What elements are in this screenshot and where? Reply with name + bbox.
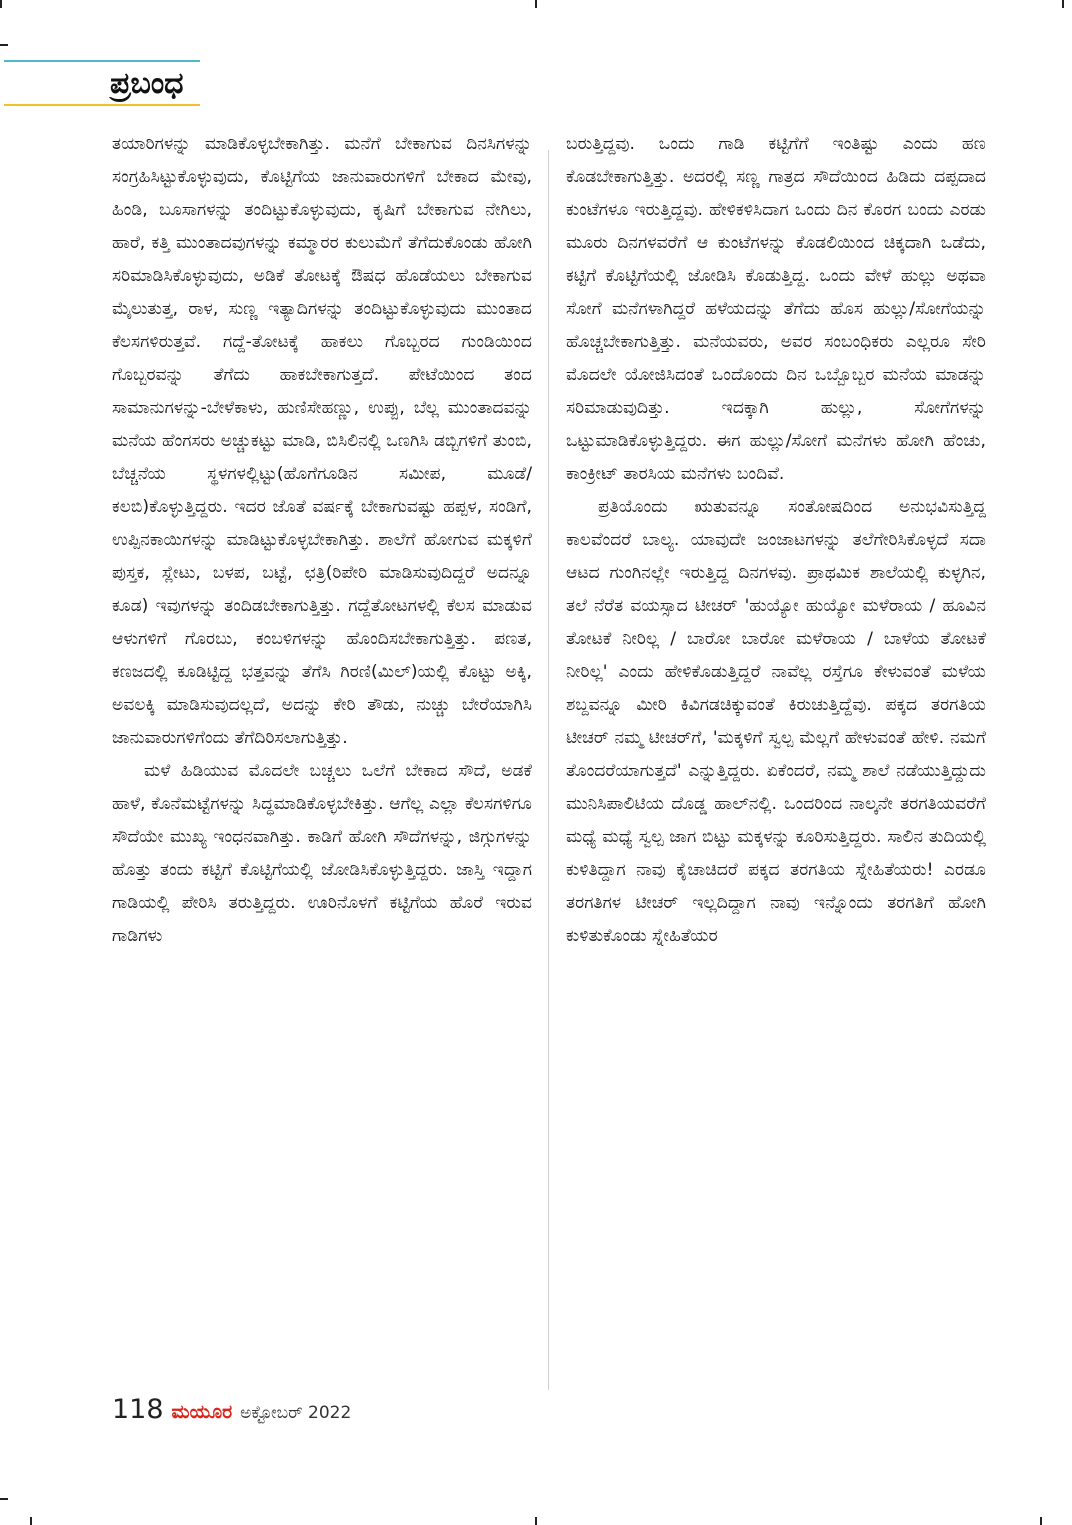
paragraph: ಬರುತ್ತಿದ್ದವು. ಒಂದು ಗಾಡಿ ಕಟ್ಟಿಗೆಗೆ ಇಂತಿಷ್ಟು ಎಂದು ಹಣ ಕೊಡಬೇಕಾಗುತ್ತಿತ್ತು. ಅದರಲ್ಲಿ ಸಣ್ಣ ಗಾತ್ರದ ಸೌದೆಯಿಂದ ಹಿಡಿದು ದಪ್ಪದಾದ ಕುಂಟೆಗಳೂ ಇರುತ್ತಿದ್ದವು. ಹೇಳಿಕಳಿಸಿದಾಗ ಒಂದು ದಿನ ಕೊರಗ ಬಂದು ಎರಡು ಮೂರು ದಿನಗಳವರೆಗೆ ಆ ಕುಂಟೆಗಳನ್ನು ಕೊಡಲಿಯಿಂದ ಚಿಕ್ಕದಾಗಿ ಒಡೆದು, ಕಟ್ಟಿಗೆ ಕೊಟ್ಟಿಗೆಯಲ್ಲಿ ಜೋಡಿಸಿ ಕೊಡುತ್ತಿದ್ದ. ಒಂದು ವೇಳೆ ಹುಲ್ಲು ಅಥವಾ ಸೋಗೆ ಮನೆಗಳಾಗಿದ್ದರೆ ಹಳೆಯದನ್ನು ತೆಗೆದು ಹೊಸ ಹುಲ್ಲು/ಸೋಗೆಯನ್ನು ಹೊಚ್ಚಬೇಕಾಗುತ್ತಿತ್ತು. ಮನೆಯವರು, ಅವರ ಸಂಬಂಧಿಕರು ಎಲ್ಲರೂ ಸೇರಿ ಮೊದಲೇ ಯೋಜಿಸಿದಂತೆ ಒಂದೊಂದು ದಿನ ಒಬ್ಬೊಬ್ಬರ ಮನೆಯ ಮಾಡನ್ನು ಸರಿಮಾಡುವುದಿತ್ತು. ಇದಕ್ಕಾಗಿ ಹುಲ್ಲು, ಸೋಗೆಗಳನ್ನು ಒಟ್ಟುಮಾಡಿಕೊಳ್ಳುತ್ತಿದ್ದರು. ಈಗ ಹುಲ್ಲು/ಸೋಗೆ ಮನೆಗಳು ಹೋಗಿ ಹೆಂಚು, ಕಾಂಕ್ರೀಟ್ ತಾರಸಿಯ ಮನೆಗಳು ಬಂದಿವೆ.	[566, 134, 986, 484]
crop-mark-top-left-h	[0, 44, 8, 46]
crop-mark-top-right	[1062, 0, 1064, 8]
paragraph: ಪ್ರತಿಯೊಂದು ಋತುವನ್ನೂ ಸಂತೋಷದಿಂದ ಅನುಭವಿಸುತ್ತಿದ್ದ ಕಾಲವೆಂದರೆ ಬಾಲ್ಯ. ಯಾವುದೇ ಜಂಜಾಟಗಳನ್ನು ತಲೆಗೇರಿಸಿಕೊಳ್ಳದೆ ಸದಾ ಆಟದ ಗುಂಗಿನಲ್ಲೇ ಇರುತ್ತಿದ್ದ ದಿನಗಳವು. ಪ್ರಾಥಮಿಕ ಶಾಲೆಯಲ್ಲಿ ಕುಳ್ಳಗಿನ, ತಲೆ ನೆರೆತ ವಯಸ್ಸಾದ ಟೀಚರ್ 'ಹುಯ್ಯೋ ಹುಯ್ಯೋ ಮಳೆರಾಯ / ಹೂವಿನ ತೋಟಕೆ ನೀರಿಲ್ಲ / ಬಾರೋ ಬಾರೋ ಮಳೆರಾಯ / ಬಾಳೆಯ ತೋಟಕೆ ನೀರಿಲ್ಲ' ಎಂದು ಹೇಳಿಕೊಡುತ್ತಿದ್ದರೆ ನಾವೆಲ್ಲ ರಸ್ತೆಗೂ ಕೇಳುವಂತೆ ಮಳೆಯ ಶಬ್ದವನ್ನೂ ಮೀರಿ ಕಿವಿಗಡಚಿಕ್ಕುವಂತೆ ಕಿರುಚುತ್ತಿದ್ದೆವು. ಪಕ್ಕದ ತರಗತಿಯ ಟೀಚರ್ ನಮ್ಮ ಟೀಚರ್‌ಗೆ, 'ಮಕ್ಕಳಿಗೆ ಸ್ವಲ್ಪ ಮೆಲ್ಲಗೆ ಹೇಳುವಂತೆ ಹೇಳಿ. ನಮಗೆ ತೊಂದರೆಯಾಗುತ್ತದೆ' ಎನ್ನುತ್ತಿದ್ದರು. ಏಕೆಂದರೆ, ನಮ್ಮ ಶಾಲೆ ನಡೆಯುತ್ತಿದ್ದುದು ಮುನಿಸಿಪಾಲಿಟಿಯ ದೊಡ್ಡ ಹಾಲ್‌ನಲ್ಲಿ. ಒಂದರಿಂದ ನಾಲ್ಕನೇ ತರಗತಿಯವರೆಗೆ ಮಧ್ಯೆ ಮಧ್ಯೆ ಸ್ವಲ್ಪ ಜಾಗ ಬಿಟ್ಟು ಮಕ್ಕಳನ್ನು ಕೂರಿಸುತ್ತಿದ್ದರು. ಸಾಲಿನ ತುದಿಯಲ್ಲಿ ಕುಳಿತಿದ್ದಾಗ ನಾವು ಕೈಚಾಚಿದರೆ ಪಕ್ಕದ ತರಗತಿಯ ಸ್ನೇಹಿತೆಯರು! ಎರಡೂ ತರಗತಿಗಳ ಟೀಚರ್ ಇಲ್ಲದಿದ್ದಾಗ ನಾವು ಇನ್ನೊಂದು ತರಗತಿಗೆ ಹೋಗಿ ಕುಳಿತುಕೊಂಡು ಸ್ನೇಹಿತೆಯರ	[566, 497, 986, 946]
paragraph: ತಯಾರಿಗಳನ್ನು ಮಾಡಿಕೊಳ್ಳಬೇಕಾಗಿತ್ತು. ಮನೆಗೆ ಬೇಕಾಗುವ ದಿನಸಿಗಳನ್ನು ಸಂಗ್ರಹಿಸಿಟ್ಟುಕೊಳ್ಳುವುದು, ಕೊಟ್ಟಿಗೆಯ ಜಾನುವಾರುಗಳಿಗೆ ಬೇಕಾದ ಮೇವು, ಹಿಂಡಿ, ಬೂಸಾಗಳನ್ನು ತಂದಿಟ್ಟುಕೊಳ್ಳುವುದು, ಕೃಷಿಗೆ ಬೇಕಾಗುವ ನೇಗಿಲು, ಹಾರೆ, ಕತ್ತಿ ಮುಂತಾದವುಗಳನ್ನು ಕಮ್ಮಾರರ ಕುಲುಮೆಗೆ ತೆಗೆದುಕೊಂಡು ಹೋಗಿ ಸರಿಮಾಡಿಸಿಕೊಳ್ಳುವುದು, ಅಡಿಕೆ ತೋಟಕ್ಕೆ ಔಷಧ ಹೊಡೆಯಲು ಬೇಕಾಗುವ ಮೈಲುತುತ್ತ, ರಾಳ, ಸುಣ್ಣ ಇತ್ಯಾದಿಗಳನ್ನು ತಂದಿಟ್ಟುಕೊಳ್ಳುವುದು ಮುಂತಾದ ಕೆಲಸಗಳಿರುತ್ತವೆ. ಗದ್ದೆ-ತೋಟಕ್ಕೆ ಹಾಕಲು ಗೊಬ್ಬರದ ಗುಂಡಿಯಿಂದ ಗೊಬ್ಬರವನ್ನು ತೆಗೆದು ಹಾಕಬೇಕಾಗುತ್ತದೆ. ಪೇಟೆಯಿಂದ ತಂದ ಸಾಮಾನುಗಳನ್ನು-ಬೇಳೆಕಾಳು, ಹುಣಿಸೇಹಣ್ಣು, ಉಪ್ಪು, ಬೆಲ್ಲ ಮುಂತಾದವನ್ನು ಮನೆಯ ಹೆಂಗಸರು ಅಚ್ಚುಕಟ್ಟು ಮಾಡಿ, ಬಿಸಿಲಿನಲ್ಲಿ ಒಣಗಿಸಿ ಡಬ್ಬಿಗಳಿಗೆ ತುಂಬಿ, ಬೆಚ್ಚನೆಯ ಸ್ಥಳಗಳಲ್ಲಿಟ್ಟು(ಹೊಗೆಗೂಡಿನ ಸಮೀಪ, ಮೂಡೆ/ಕಲಬಿ)ಕೊಳ್ಳುತ್ತಿದ್ದರು. ಇದರ ಜೊತೆ ವರ್ಷಕ್ಕೆ ಬೇಕಾಗುವಷ್ಟು ಹಪ್ಪಳ, ಸಂಡಿಗೆ, ಉಪ್ಪಿನಕಾಯಿಗಳನ್ನು ಮಾಡಿಟ್ಟುಕೊಳ್ಳಬೇಕಾಗಿತ್ತು. ಶಾಲೆಗೆ ಹೋಗುವ ಮಕ್ಕಳಿಗೆ ಪುಸ್ತಕ, ಸ್ಲೇಟು, ಬಳಪ, ಬಟ್ಟೆ, ಛತ್ರಿ(ರಿಪೇರಿ ಮಾಡಿಸುವುದಿದ್ದರೆ ಅದನ್ನೂ ಕೂಡ) ಇವುಗಳನ್ನು ತಂದಿಡಬೇಕಾಗುತ್ತಿತ್ತು. ಗದ್ದೆತೋಟಗಳಲ್ಲಿ ಕೆಲಸ ಮಾಡುವ ಆಳುಗಳಿಗೆ ಗೊರಬು, ಕಂಬಳಿಗಳನ್ನು ಹೊಂದಿಸಬೇಕಾಗುತ್ತಿತ್ತು. ಪಣತ, ಕಣಜದಲ್ಲಿ ಕೂಡಿಟ್ಟಿದ್ದ ಭತ್ತವನ್ನು ತೆಗೆಸಿ ಗಿರಣಿ(ಮಿಲ್)ಯಲ್ಲಿ ಕೊಟ್ಟು ಅಕ್ಕಿ, ಅವಲಕ್ಕಿ ಮಾಡಿಸುವುದಲ್ಲದೆ, ಅದನ್ನು ಕೇರಿ ತೌಡು, ನುಚ್ಚು ಬೇರೆಯಾಗಿಸಿ ಜಾನುವಾರುಗಳಿಗೆಂದು ತೆಗೆದಿರಿಸಲಾಗುತ್ತಿತ್ತು.	[112, 134, 532, 748]
crop-mark-bottom-right	[1040, 1517, 1042, 1525]
header-rule-cyan	[4, 60, 200, 62]
crop-mark-bottom-left	[30, 1517, 32, 1525]
issue-date: ಅಕ್ಟೋಬರ್ 2022	[240, 1403, 352, 1423]
paragraph: ಮಳೆ ಹಿಡಿಯುವ ಮೊದಲೇ ಬಚ್ಚಲು ಒಲೆಗೆ ಬೇಕಾದ ಸೌದೆ, ಅಡಕೆ ಹಾಳೆ, ಕೊನೆಮಟ್ಟೆಗಳನ್ನು ಸಿದ್ಧಮಾಡಿಕೊಳ್ಳಬೇಕಿತ್ತು. ಆಗೆಲ್ಲ ಎಲ್ಲಾ ಕೆಲಸಗಳಿಗೂ ಸೌದೆಯೇ ಮುಖ್ಯ ಇಂಧನವಾಗಿತ್ತು. ಕಾಡಿಗೆ ಹೋಗಿ ಸೌದೆಗಳನ್ನು, ಜಿಗ್ಗುಗಳನ್ನು ಹೊತ್ತು ತಂದು ಕಟ್ಟಿಗೆ ಕೊಟ್ಟಿಗೆಯಲ್ಲಿ ಜೋಡಿಸಿಕೊಳ್ಳುತ್ತಿದ್ದರು. ಜಾಸ್ತಿ ಇದ್ದಾಗ ಗಾಡಿಯಲ್ಲಿ ಪೇರಿಸಿ ತರುತ್ತಿದ್ದರು. ಊರಿನೊಳಗೆ ಕಟ್ಟಿಗೆಯ ಹೊರೆ ಇರುವ ಗಾಡಿಗಳು	[112, 761, 532, 946]
page-footer	[112, 1394, 351, 1430]
magazine-logo: ಮಯೂರ	[171, 1401, 233, 1423]
crop-mark-top-center	[535, 0, 537, 8]
page-number: 118	[112, 1394, 164, 1425]
article-column-left	[112, 128, 532, 953]
crop-mark-bottom-left-h	[0, 1498, 8, 1500]
header-rule-yellow	[4, 104, 200, 106]
section-title: ಪ್ರಬಂಧ	[110, 66, 184, 101]
crop-mark-top-left	[0, 0, 2, 8]
crop-mark-bottom-center	[535, 1517, 537, 1525]
column-divider	[548, 150, 549, 1390]
article-column-right	[566, 128, 986, 953]
